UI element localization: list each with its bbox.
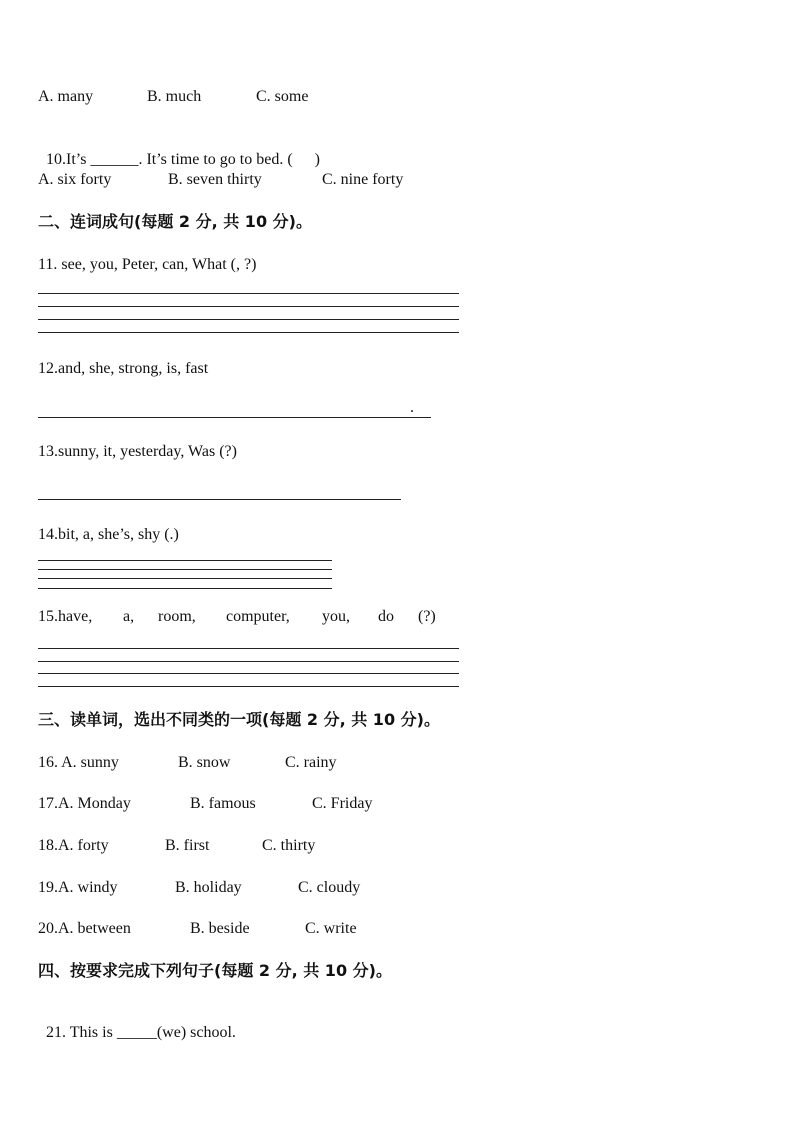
answer-line[interactable] [38,569,332,570]
q15-word: do [378,608,394,625]
q19-option-a: 19.A. windy [38,879,118,896]
answer-line[interactable] [38,293,459,294]
q10-option-a: A. six forty [38,171,112,188]
q19-option-b: B. holiday [175,879,242,896]
q20-option-b: B. beside [190,920,250,937]
q15-word: 15.have, [38,608,93,625]
q17-option-c: C. Friday [312,795,373,812]
answer-line[interactable] [38,673,459,674]
q10-stem-text: 10.It’s ______. It’s time to go to bed. ( [46,151,293,168]
q18-option-a: 18.A. forty [38,837,109,854]
q9-option-c: C. some [256,88,309,105]
q18-option-b: B. first [165,837,210,854]
q17-option-b: B. famous [190,795,256,812]
answer-line[interactable] [38,332,459,333]
q15-word: you, [322,608,350,625]
q9-option-b: B. much [147,88,202,105]
q21-stem-end: (we) school. [156,1024,236,1041]
q9-option-a: A. many [38,88,94,105]
q10-option-b: B. seven thirty [168,171,262,188]
q17-option-a: 17.A. Monday [38,795,131,812]
answer-line[interactable] [38,319,459,320]
answer-line[interactable] [38,306,459,307]
answer-line[interactable] [38,661,459,662]
q12-prompt: 12.and, she, strong, is, fast [38,360,209,377]
q15-word: room, [158,608,196,625]
q14-prompt: 14.bit, a, she’s, shy (.) [38,526,179,543]
section3-title: 三、读单词，选出不同类的一项(每题 2 分, 共 10 分)。 [38,710,440,729]
answer-line[interactable] [38,588,332,589]
q21-stem [38,1003,236,1043]
q10-option-c: C. nine forty [322,171,404,188]
q20-option-a: 20.A. between [38,920,131,937]
q20-option-c: C. write [305,920,357,937]
answer-line[interactable] [38,578,332,579]
q15-word: a, [123,608,135,625]
q13-answer-line[interactable] [38,499,401,500]
q19-option-c: C. cloudy [298,879,361,896]
q21-blank[interactable]: _____ [116,1024,157,1041]
section4-title: 四、按要求完成下列句子(每题 2 分, 共 10 分)。 [38,961,392,980]
q13-prompt: 13.sunny, it, yesterday, Was (?) [38,443,237,460]
q12-period: . [410,399,414,416]
q11-prompt: 11. see, you, Peter, can, What (, ?) [38,256,257,273]
q21-stem-start: 21. This is [46,1024,117,1041]
q12-answer-line[interactable] [38,417,431,418]
section2-title: 二、连词成句(每题 2 分, 共 10 分)。 [38,212,312,231]
q10-stem [38,130,320,170]
q10-paren-close: ) [314,151,320,168]
q15-word: computer, [226,608,290,625]
answer-line[interactable] [38,560,332,561]
answer-line[interactable] [38,686,459,687]
q16-option-a: 16. A. sunny [38,754,119,771]
q18-option-c: C. thirty [262,837,316,854]
q16-option-b: B. snow [178,754,231,771]
q16-option-c: C. rainy [285,754,337,771]
answer-line[interactable] [38,648,459,649]
q15-word: (?) [418,608,436,625]
